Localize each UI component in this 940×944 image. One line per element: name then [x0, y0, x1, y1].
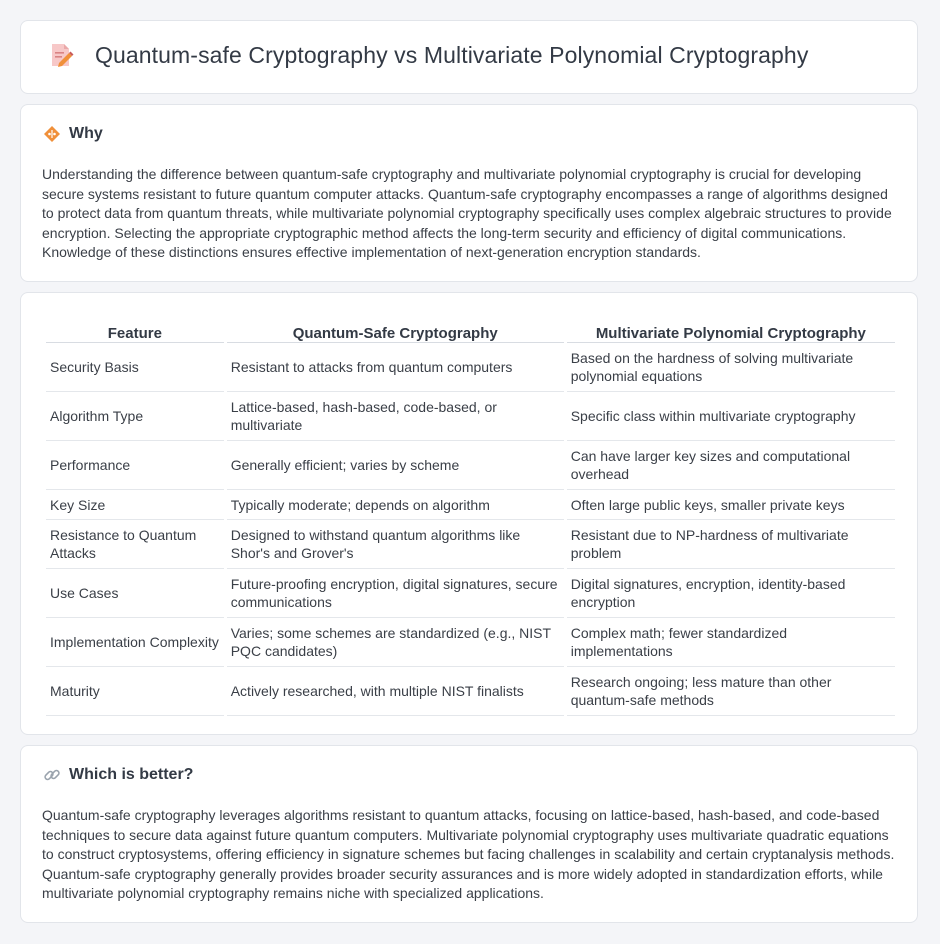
which-is-better-card: [20, 745, 918, 923]
multivariate-cell: Research ongoing; less mature than other quantum-safe methods: [567, 667, 895, 716]
quantum-safe-cell: Generally efficient; varies by scheme: [227, 441, 564, 490]
table-row: [46, 441, 895, 490]
feature-cell: Performance: [46, 441, 224, 490]
quantum-safe-cell: Varies; some schemes are standardized (e.g., NIST PQC candidates): [227, 618, 564, 667]
comparison-card: [20, 292, 918, 735]
table-row: [46, 569, 895, 618]
quantum-safe-cell: Typically moderate; depends on algorithm: [227, 490, 564, 520]
feature-cell: Maturity: [46, 667, 224, 716]
multivariate-cell: Based on the hardness of solving multivariate polynomial equations: [567, 343, 895, 392]
feature-cell: Key Size: [46, 490, 224, 520]
better-paragraph: Quantum-safe cryptography leverages algorithms resistant to quantum attacks, focusing on lattice-based, hash-based, and code-based techniques to secure data against future quantum computers. Multivariate polynomial cryptography uses multivariate quadratic equations to construct cryptosystems, offering efficiency in signature schemes but facing challenges in scalability and certain cryptanalysis methods. Quantum-safe cryptography generally provides broader security assurances and is more widely adopted in standardization efforts, while multivariate polynomial cryptography remains niche with specialized applications.: [42, 807, 895, 902]
why-heading: Why: [69, 125, 103, 142]
better-heading: Which is better?: [69, 766, 194, 783]
quantum-safe-cell: Actively researched, with multiple NIST finalists: [227, 667, 564, 716]
header-feature: Feature: [46, 313, 224, 343]
header-card: [20, 20, 918, 94]
multivariate-cell: Can have larger key sizes and computational overhead: [567, 441, 895, 490]
feature-cell: Security Basis: [46, 343, 224, 392]
table-header-row: [46, 313, 895, 343]
table-row: [46, 343, 895, 392]
multivariate-cell: Complex math; fewer standardized implementations: [567, 618, 895, 667]
table-row: [46, 392, 895, 441]
quantum-safe-cell: Resistant to attacks from quantum computers: [227, 343, 564, 392]
quantum-safe-cell: Future-proofing encryption, digital signatures, secure communications: [227, 569, 564, 618]
table-row: [46, 520, 895, 569]
diamond-sign-icon: [43, 125, 61, 143]
multivariate-cell: Specific class within multivariate cryptography: [567, 392, 895, 441]
why-card: [20, 104, 918, 282]
page-title: Quantum-safe Cryptography vs Multivariate Polynomial Cryptography: [95, 41, 809, 68]
header-multivariate: Multivariate Polynomial Cryptography: [567, 313, 895, 343]
why-paragraph: Understanding the difference between quantum-safe cryptography and multivariate polynomial cryptography is crucial for developing secure systems resistant to future quantum computer attacks. Quantum-safe cryptography encompasses a range of algorithms designed to protect data from quantum threats, while multivariate polynomial cryptography specifically uses complex algebraic structures to provide encryption. Selecting the appropriate cryptographic method affects the long-term security and efficiency of digital communications. Knowledge of these distinctions ensures effective implementation of next-generation encryption standards.: [42, 166, 892, 261]
multivariate-cell: Resistant due to NP-hardness of multivariate problem: [567, 520, 895, 569]
better-heading-row: [43, 766, 193, 784]
header-quantum-safe: Quantum-Safe Cryptography: [227, 313, 564, 343]
feature-cell: Use Cases: [46, 569, 224, 618]
document-pencil-icon: [47, 41, 75, 69]
feature-cell: Resistance to Quantum Attacks: [46, 520, 224, 569]
why-heading-row: [43, 125, 103, 143]
title-row: [47, 41, 808, 69]
multivariate-cell: Often large public keys, smaller private keys: [567, 490, 895, 520]
multivariate-cell: Digital signatures, encryption, identity-based encryption: [567, 569, 895, 618]
quantum-safe-cell: Designed to withstand quantum algorithms like Shor's and Grover's: [227, 520, 564, 569]
feature-cell: Algorithm Type: [46, 392, 224, 441]
quantum-safe-cell: Lattice-based, hash-based, code-based, or multivariate: [227, 392, 564, 441]
table-row: [46, 667, 895, 716]
link-icon: [43, 766, 61, 784]
comparison-table: [43, 313, 898, 716]
table-row: [46, 490, 895, 520]
feature-cell: Implementation Complexity: [46, 618, 224, 667]
table-row: [46, 618, 895, 667]
